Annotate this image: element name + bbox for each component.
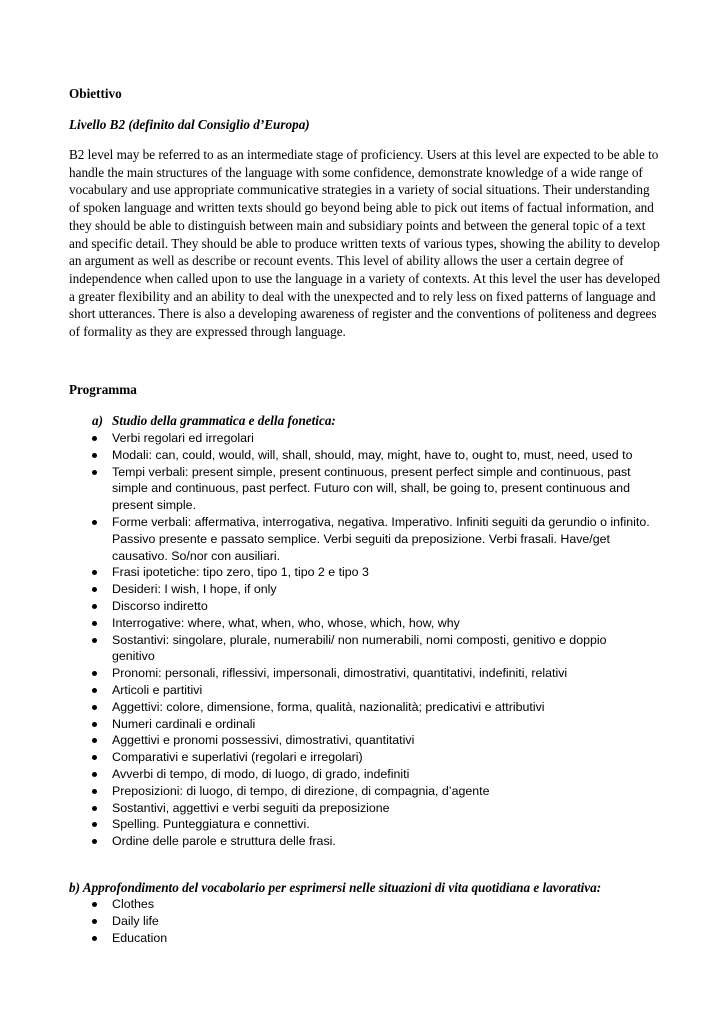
list-item-text: Discorso indiretto (112, 598, 208, 613)
list-item (92, 598, 652, 615)
list-item-text: Aggettivi e pronomi possessivi, dimostrativi, quantitativi (112, 733, 415, 748)
list-item-text: Clothes (112, 897, 155, 911)
list-item-text: Interrogative: where, what, when, who, whose, which, how, why (112, 615, 460, 630)
list-item-text: Comparativi e superlativi (regolari e irregolari) (112, 750, 363, 765)
list-item (92, 749, 652, 766)
list-item-text: Spelling. Punteggiatura e connettivi. (112, 817, 310, 832)
list-item-text: Forme verbali: affermativa, interrogativa, negativa. Imperativo. Infiniti seguiti da gerundio o infinito. Passivo presente e passato semplice. Verbi seguiti da preposizione. Verbi frasali. Have/get causativo. So/nor con ausiliari. (112, 514, 650, 563)
section-a-title: Studio della grammatica e della fonetica: (112, 413, 336, 428)
bullet-icon (92, 822, 97, 827)
list-item (92, 833, 652, 850)
bullet-icon (92, 806, 97, 811)
list-item (92, 766, 652, 783)
bullet-icon (92, 789, 97, 794)
section-b-heading: b) Approfondimento del vocabolario per esprimersi nelle situazioni di vita quotidiana e lavorativa: (69, 880, 602, 895)
bullet-icon (92, 604, 97, 609)
bullet-icon (92, 705, 97, 710)
bullet-icon (92, 621, 97, 626)
list-item (92, 632, 652, 666)
bullet-icon (92, 755, 97, 760)
list-item-text: Sostantivi: singolare, plurale, numerabili/ non numerabili, nomi composti, genitivo e doppio genitivo (112, 632, 607, 664)
list-item-text: Aggettivi: colore, dimensione, forma, qualità, nazionalità; predicativi e attributivi (112, 699, 545, 714)
list-item (92, 564, 652, 581)
bullet-icon (92, 902, 97, 907)
bullet-icon (92, 470, 97, 475)
list-item (92, 615, 652, 632)
list-item-text: Tempi verbali: present simple, present continuous, present perfect simple and continuous, past simple and continuous, past perfect. Futuro con will, shall, be going to, present continuous and present simple. (112, 464, 631, 513)
bullet-icon (92, 520, 97, 525)
list-item-text: Preposizioni: di luogo, di tempo, di direzione, di compagnia, d’agente (112, 783, 490, 798)
program-heading: Programma (69, 382, 137, 397)
list-item-text: Ordine delle parole e struttura delle frasi. (112, 834, 336, 849)
list-item-text: Articoli e partitivi (112, 682, 203, 697)
list-item-text: Verbi regolari ed irregolari (112, 431, 254, 445)
bullet-icon (92, 919, 97, 924)
list-item (92, 447, 652, 464)
bullet-icon (92, 436, 97, 441)
list-item (92, 716, 652, 733)
bullet-icon (92, 936, 97, 941)
list-item (92, 816, 652, 833)
list-item-text: Avverbi di tempo, di modo, di luogo, di grado, indefiniti (112, 766, 410, 781)
objective-heading: Obiettivo (69, 86, 122, 101)
list-item (92, 896, 652, 913)
list-item (92, 699, 652, 716)
bullet-icon (92, 722, 97, 727)
bullet-icon (92, 570, 97, 575)
bullet-icon (92, 587, 97, 592)
bullet-icon (92, 839, 97, 844)
list-item (92, 732, 652, 749)
list-item (92, 464, 652, 514)
bullet-icon (92, 671, 97, 676)
vocabulary-list (92, 896, 652, 946)
list-item-text: Numeri cardinali e ordinali (112, 716, 256, 731)
bullet-icon (92, 638, 97, 643)
list-item (92, 783, 652, 800)
bullet-icon (92, 772, 97, 777)
list-item-text: Education (112, 930, 168, 945)
list-item (92, 682, 652, 699)
list-item-text: Desideri: I wish, I hope, if only (112, 582, 277, 597)
grammar-list (92, 430, 652, 850)
list-item (92, 800, 652, 817)
level-description-paragraph: B2 level may be referred to as an intermediate stage of proficiency. Users at this level are expected to be able to handle the main structures of the language with some confidence, demonstrate knowledge of a wide range of vocabulary and use appropriate communicative strategies in a variety of social situations. Their understanding of spoken language and written texts should go beyond being able to pick out items of factual information, and they should be able to distinguish between main and subsidiary points and between the general topic of a text and specific detail. They should be able to produce written texts of various types, showing the ability to develop an argument as well as describe or recount events. This level of ability allows the user a certain degree of independence when called upon to use the language in a variety of contexts. At this level the user has developed a greater flexibility and an ability to deal with the unexpected and to rely less on fixed patterns of language and short utterances. There is also a developing awareness of register and the conventions of politeness and degrees of formality as they are expressed through language. (69, 147, 661, 340)
list-item (92, 514, 652, 564)
section-a-heading (92, 413, 336, 429)
list-item-text: Frasi ipotetiche: tipo zero, tipo 1, tipo 2 e tipo 3 (112, 565, 369, 580)
list-item (92, 930, 652, 947)
list-item (92, 665, 652, 682)
bullet-icon (92, 738, 97, 743)
list-item-text: Sostantivi, aggettivi e verbi seguiti da preposizione (112, 800, 390, 815)
bullet-icon (92, 453, 97, 458)
list-item (92, 913, 652, 930)
list-item-text: Modali: can, could, would, will, shall, should, may, might, have to, ought to, must, need, used to (112, 447, 633, 462)
level-heading: Livello B2 (definito dal Consiglio d’Europa) (69, 117, 310, 132)
bullet-icon (92, 688, 97, 693)
list-item (92, 581, 652, 598)
list-item-text: Pronomi: personali, riflessivi, impersonali, dimostrativi, quantitativi, indefiniti, relativi (112, 666, 568, 681)
section-a-marker: a) (92, 413, 103, 428)
list-item (92, 430, 652, 447)
list-item-text: Daily life (112, 913, 159, 928)
